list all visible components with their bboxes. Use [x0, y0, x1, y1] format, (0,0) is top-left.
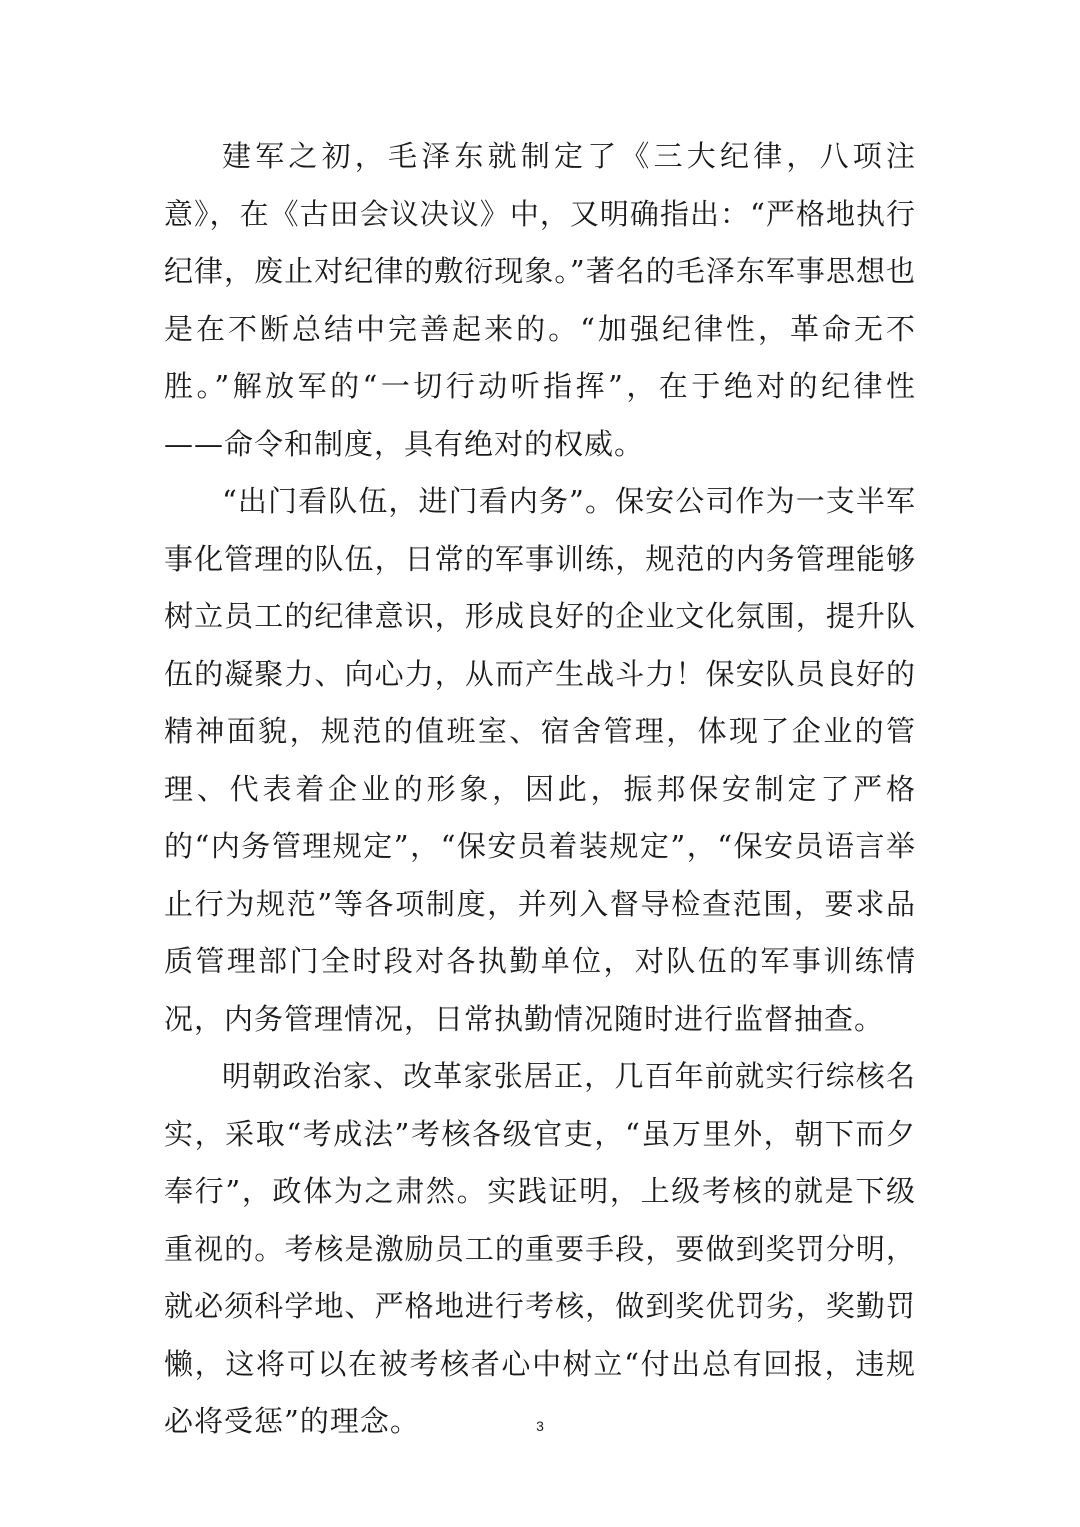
paragraph-internal-affairs: “出门看队伍，进门看内务”。保安公司作为一支半军事化管理的队伍，日常的军事训练，规范的内务管理能够树立员工的纪律意识，形成良好的企业文化氛围，提升队伍的凝聚力、向心力，从而产生战斗力！保安队员良好的精神面貌，规范的值班室、宿舍管理，体现了企业的管理、代表着企业的形象，因此，振邦保安制定了严格的“内务管理规定”，“保安员着装规定”，“保安员语言举止行为规范”等各项制度，并列入督导检查范围，要求品质管理部门全时段对各执勤单位，对队伍的军事训练情况，内务管理情况，日常执勤情况随时进行监督抽查。 — [164, 484, 916, 1036]
page-number: 3 — [536, 1418, 544, 1434]
paragraph-discipline-history: 建军之初，毛泽东就制定了《三大纪律，八项注意》，在《古田会议决议》中，又明确指出：“严格地执行纪律，废止对纪律的敷衍现象。”著名的毛泽东军事思想也是在不断总结中完善起来的。“加强纪律性，革命无不胜。”解放军的“一切行动听指挥”，在于绝对的纪律性——命令和制度，具有绝对的权威。 — [164, 139, 916, 461]
paragraph-assessment: 明朝政治家、改革家张居正，几百年前就实行综核名实，采取“考成法”考核各级官吏，“虽万里外，朝下而夕奉行”，政体为之肃然。实践证明，上级考核的就是下级重视的。考核是激励员工的重要手段，要做到奖罚分明，就必须科学地、严格地进行考核，做到奖优罚劣，奖勤罚懒，这将可以在被考核者心中树立“付出总有回报，违规必将受惩”的理念。 — [164, 1059, 916, 1438]
body-text — [164, 128, 916, 1451]
